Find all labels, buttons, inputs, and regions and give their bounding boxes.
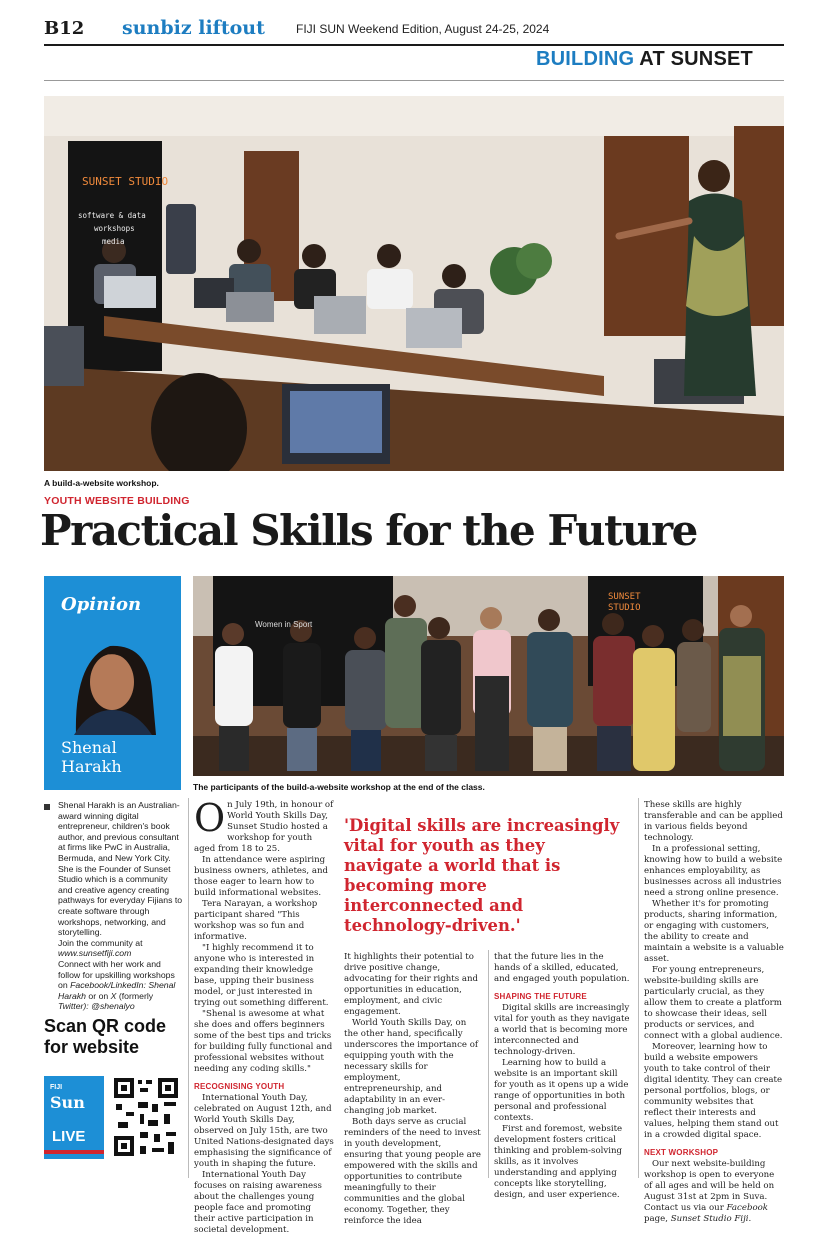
- bio-text: Shenal Harakh is an Australian-award winning digital entrepreneur, children's book author, and previous consultant at firms like PwC in Australia, Bermuda, and New York City. She is the Founder of Sunset Studio which is a community and creative agency creating pathways for everyday Fijians to create software through workshops, networking, and storytelling.: [58, 800, 183, 938]
- bio-connect: [58, 959, 184, 1012]
- article-column-4: [644, 800, 784, 1225]
- column-rule-1: [188, 798, 189, 1178]
- col1-para-7: International Youth Day focuses on raising awareness about the challenges young people face and promoting their active participation in societal development.: [194, 1170, 322, 1235]
- col4-para-6-mid: page,: [644, 1214, 671, 1224]
- banner-women-in-sport: Women in Sport: [255, 620, 313, 629]
- banner-subtitle-3: media: [102, 237, 125, 246]
- subhead-recognising-youth: RECOGNISING YOUTH: [194, 1082, 285, 1091]
- author-portrait: [44, 620, 181, 735]
- liftout-title: sunbiz liftout: [122, 17, 265, 39]
- workshop-photo: [44, 96, 784, 471]
- bio-connect-prefix: Connect with her work and follow for upskilling workshops on: [58, 958, 175, 991]
- article-column-1: [194, 796, 334, 1236]
- bio-connect-suffix: (formerly: [116, 990, 154, 1001]
- col3-para-3: Learning how to build a website is an important skill for youth as it opens up a wide range of opportunities in both personal and professional contexts.: [494, 1058, 629, 1123]
- article-column-2: [344, 952, 482, 1227]
- column-rule-3: [638, 798, 639, 1178]
- col3-para-1: that the future lies in the hands of a skilled, educated, and engaged youth population.: [494, 952, 630, 984]
- bio-join: [58, 938, 184, 959]
- scan-qr-heading: [44, 1016, 166, 1058]
- col3-para-4: First and foremost, website development fosters critical thinking and problem-solving skills, as it involves understanding and applying concepts like storytelling, design, and user experience.: [494, 1124, 623, 1200]
- col4-para-2: In a professional setting, knowing how to build a website enhances employability, as businesses across all industries need a strong online presence.: [644, 844, 783, 898]
- qr-code-icon: [112, 1076, 180, 1158]
- col1-para-1: n July 19th, in honour of World Youth Skills Day, Sunset Studio hosted a workshop for youth aged from 18 to 25.: [194, 800, 334, 854]
- bio-join-prefix: Join the community at: [58, 937, 143, 948]
- col4-para-4: For young entrepreneurs, website-building skills are particularly crucial, as they allow them to create a platform to showcase their ideas, sell products or services, and connect with a global audience.: [644, 965, 783, 1041]
- col1-para-3: Tera Narayan, a workshop participant shared "This workshop was so fun and informative.: [194, 899, 318, 942]
- banner-subtitle-1: software & data: [78, 211, 146, 220]
- col4-para-6-text: Our next website-building workshop is open to everyone of all ages and will be held on August 31st at 2pm in Suva. Contact us via our: [644, 1159, 775, 1213]
- participants-photo-illustration: [193, 576, 784, 776]
- banner-title-2: SUNSET STUDIO: [608, 592, 641, 613]
- article-kicker: YOUTH WEBSITE BUILDING: [44, 495, 190, 507]
- workshop-photo-caption: A build-a-website workshop.: [44, 478, 159, 488]
- col2-para-3: Both days serve as crucial reminders of the need to invest in youth development, ensuring that young people are empowered with the skills and opportunities to contribute meaningfully to their communities and the global economy. Together, they reinforce the idea: [344, 1117, 481, 1226]
- logo-live: LIVE: [52, 1128, 86, 1145]
- column-rule-2: [488, 950, 489, 1178]
- article-column-3: [494, 952, 632, 1201]
- col1-para-4: "I highly recommend it to anyone who is interested in expanding their knowledge base, upping their business model, or just interested in trying out something different.: [194, 943, 329, 1008]
- article-headline: Practical Skills for the Future: [40, 506, 697, 555]
- author-first-name: Shenal: [61, 738, 117, 757]
- col1-para-6: International Youth Day, celebrated on August 12th, and World Youth Skills Day, observed on July 15th, are two United Nations-designated days emphasising the significance of youth in shaping the future.: [194, 1093, 334, 1169]
- logo-live-bar: [44, 1150, 104, 1154]
- page-number: B12: [44, 18, 85, 39]
- opinion-panel: [44, 576, 181, 790]
- qr-code[interactable]: [112, 1076, 180, 1158]
- col2-para-1: It highlights their potential to drive positive change, advocating for their rights and opportunities in education, employment, and civic engagement.: [344, 952, 479, 1017]
- author-last-name: Harakh: [61, 757, 122, 776]
- facebook-reference: Facebook: [726, 1203, 769, 1213]
- col1-para-5: "Shenal is awesome at what she does and offers beginners some of the best tips and tricks for building fully functional and professional websites without needing any coding skills.": [194, 1009, 333, 1074]
- author-bio: [58, 800, 184, 1012]
- section-title: [536, 48, 753, 71]
- col4-para-6: [644, 1159, 784, 1225]
- logo-fiji: FIJI: [50, 1084, 63, 1091]
- header-rule: [44, 44, 784, 46]
- bio-connect-mid: or on: [86, 990, 111, 1001]
- col3-para-2: Digital skills are increasingly vital for youth as they navigate a world that is becoming more interconnected and technology-driven.: [494, 1003, 630, 1057]
- participants-photo: [193, 576, 784, 776]
- sunset-studio-page-reference: Sunset Studio Fiji.: [670, 1214, 752, 1224]
- bio-x: X: [110, 990, 117, 1001]
- banner-subtitle-2: workshops: [94, 224, 135, 233]
- col1-para-2: In attendance were aspiring business owners, athletes, and those eager to learn how to build informational websites.: [194, 855, 329, 898]
- scan-line-2: for website: [44, 1037, 140, 1057]
- col2-para-2: World Youth Skills Day, on the other hand, specifically underscores the importance of equipping youth with the necessary skills for employment, entrepreneurship, and adaptability in an ever-changing job market.: [344, 1018, 479, 1116]
- subhead-next-workshop: NEXT WORKSHOP: [644, 1148, 719, 1157]
- section-title-at-sunset: AT SUNSET: [639, 48, 753, 70]
- author-name: [61, 738, 122, 776]
- drop-cap: O: [194, 796, 226, 840]
- bio-url-link[interactable]: www.sunsetfiji.com: [58, 948, 132, 959]
- pull-quote: 'Digital skills are increasingly vital for youth as they navigate a world that is becoming more interconnected and technology-driven.': [344, 816, 620, 935]
- subhead-shaping-the-future: SHAPING THE FUTURE: [494, 992, 587, 1001]
- bio-bullet: [44, 804, 50, 810]
- fiji-sun-live-logo: [44, 1076, 104, 1159]
- col4-para-3: Whether it's for promoting products, sharing information, or engaging with customers, the ability to create and maintain a website is a valuable asset.: [644, 899, 784, 964]
- col4-para-1: These skills are highly transferable and can be applied in various fields beyond technology.: [644, 800, 783, 843]
- section-rule: [44, 80, 784, 81]
- workshop-photo-illustration: [44, 96, 784, 471]
- col4-para-5: Moreover, learning how to build a website empowers youth to take control of their digital identity. They can create personal portfolios, blogs, or community websites that reflect their interests and values, helping them stand out in a crowded digital space.: [644, 1042, 783, 1140]
- logo-sun: Sun: [50, 1093, 85, 1112]
- banner-title: SUNSET STUDIO: [82, 175, 169, 188]
- participants-photo-caption: The participants of the build-a-website workshop at the end of the class.: [193, 782, 485, 792]
- bio-facebook: Facebook/LinkedIn: Shenal Harakh: [58, 980, 176, 1001]
- edition-dateline: FIJI SUN Weekend Edition, August 24-25, 2024: [296, 22, 550, 36]
- scan-line-1: Scan QR code: [44, 1016, 167, 1036]
- bio-twitter: Twitter): @shenalyo: [58, 1001, 135, 1012]
- opinion-label: Opinion: [61, 594, 142, 615]
- section-title-building: BUILDING: [536, 48, 635, 70]
